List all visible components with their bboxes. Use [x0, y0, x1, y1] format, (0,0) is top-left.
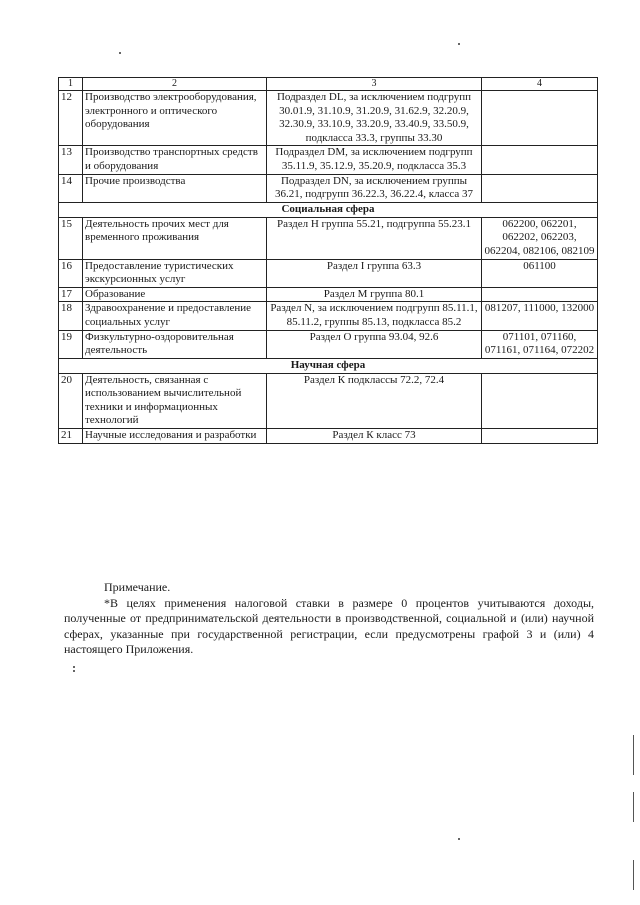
table-row — [59, 330, 598, 358]
scan-speck — [73, 666, 75, 668]
scan-speck — [73, 670, 75, 672]
activity-name: Физкультурно-оздоровительная деятельность — [83, 330, 267, 358]
activity-name: Производство электрооборудования, электронного и оптического оборудования — [83, 91, 267, 146]
activity-name: Деятельность, связанная с использованием вычислительной техники и информационных технологий — [83, 373, 267, 428]
note-title: Примечание. — [104, 580, 171, 594]
classification-cell: Раздел I группа 63.3 — [267, 259, 482, 287]
row-number: 21 — [59, 429, 83, 444]
table-header-row — [59, 78, 598, 91]
activity-name: Образование — [83, 287, 267, 302]
codes-cell: 062200, 062201, 062202, 062203, 062204, 082106, 082109 — [482, 217, 598, 259]
row-number: 19 — [59, 330, 83, 358]
codes-cell — [482, 429, 598, 444]
classification-cell: Раздел N, за исключением подгрупп 85.11.1, 85.11.2, группы 85.13, подкласса 85.2 — [267, 302, 482, 330]
classification-cell: Подраздел DN, за исключением группы 36.21, подгрупп 36.22.3, 36.22.4, класса 37 — [267, 174, 482, 202]
table-row — [59, 302, 598, 330]
activity-table — [58, 77, 598, 444]
footnote — [64, 580, 594, 658]
row-number: 15 — [59, 217, 83, 259]
section-title: Социальная сфера — [59, 202, 598, 217]
scan-edge-mark — [633, 860, 634, 890]
row-number: 13 — [59, 146, 83, 174]
classification-cell: Раздел К подклассы 72.2, 72.4 — [267, 373, 482, 428]
section-title: Научная сфера — [59, 358, 598, 373]
codes-cell: 071101, 071160, 071161, 071164, 072202 — [482, 330, 598, 358]
header-cell: 4 — [482, 78, 598, 91]
activity-name: Здравоохранение и предоставление социальных услуг — [83, 302, 267, 330]
codes-cell: 061100 — [482, 259, 598, 287]
table-row — [59, 429, 598, 444]
header-cell: 2 — [83, 78, 267, 91]
classification-cell: Раздел М группа 80.1 — [267, 287, 482, 302]
scan-speck — [458, 43, 460, 45]
header-cell: 1 — [59, 78, 83, 91]
scan-speck — [458, 838, 460, 840]
row-number: 18 — [59, 302, 83, 330]
codes-cell — [482, 373, 598, 428]
classification-cell: Подраздел DM, за исключением подгрупп 35.11.9, 35.12.9, 35.20.9, подкласса 35.3 — [267, 146, 482, 174]
activity-name: Производство транспортных средств и оборудования — [83, 146, 267, 174]
table-row — [59, 287, 598, 302]
codes-cell — [482, 91, 598, 146]
table-row — [59, 174, 598, 202]
section-row-science — [59, 358, 598, 373]
note-body: *В целях применения налоговой ставки в размере 0 процентов учитываются доходы, полученные от предпринимательской деятельности в производственной, социальной и (или) научной сферах, указанные при государственной регистрации, если предусмотрены графой 3 и (или) 4 настоящего Приложения. — [64, 595, 594, 656]
activity-name: Предоставление туристических экскурсионных услуг — [83, 259, 267, 287]
codes-cell: 081207, 111000, 132000 — [482, 302, 598, 330]
scan-edge-mark — [633, 792, 634, 822]
codes-cell — [482, 174, 598, 202]
activity-name: Прочие производства — [83, 174, 267, 202]
classification-cell: Раздел Н группа 55.21, подгруппа 55.23.1 — [267, 217, 482, 259]
activity-name: Деятельность прочих мест для временного проживания — [83, 217, 267, 259]
scan-edge-mark — [633, 735, 634, 775]
table-row — [59, 259, 598, 287]
section-row-social — [59, 202, 598, 217]
classification-cell: Раздел К класс 73 — [267, 429, 482, 444]
codes-cell — [482, 287, 598, 302]
classification-cell: Раздел О группа 93.04, 92.6 — [267, 330, 482, 358]
table-row — [59, 146, 598, 174]
classification-cell: Подраздел DL, за исключением подгрупп 30.01.9, 31.10.9, 31.20.9, 31.62.9, 32.20.9, 32.30.9, 33.10.9, 33.20.9, 33.40.9, 33.50.9, подкласса 33.3, группы 33.30 — [267, 91, 482, 146]
activity-name: Научные исследования и разработки — [83, 429, 267, 444]
scan-speck — [119, 52, 121, 54]
header-cell: 3 — [267, 78, 482, 91]
row-number: 14 — [59, 174, 83, 202]
table-row — [59, 373, 598, 428]
codes-cell — [482, 146, 598, 174]
row-number: 16 — [59, 259, 83, 287]
row-number: 17 — [59, 287, 83, 302]
table-row — [59, 217, 598, 259]
row-number: 12 — [59, 91, 83, 146]
table-row — [59, 91, 598, 146]
row-number: 20 — [59, 373, 83, 428]
